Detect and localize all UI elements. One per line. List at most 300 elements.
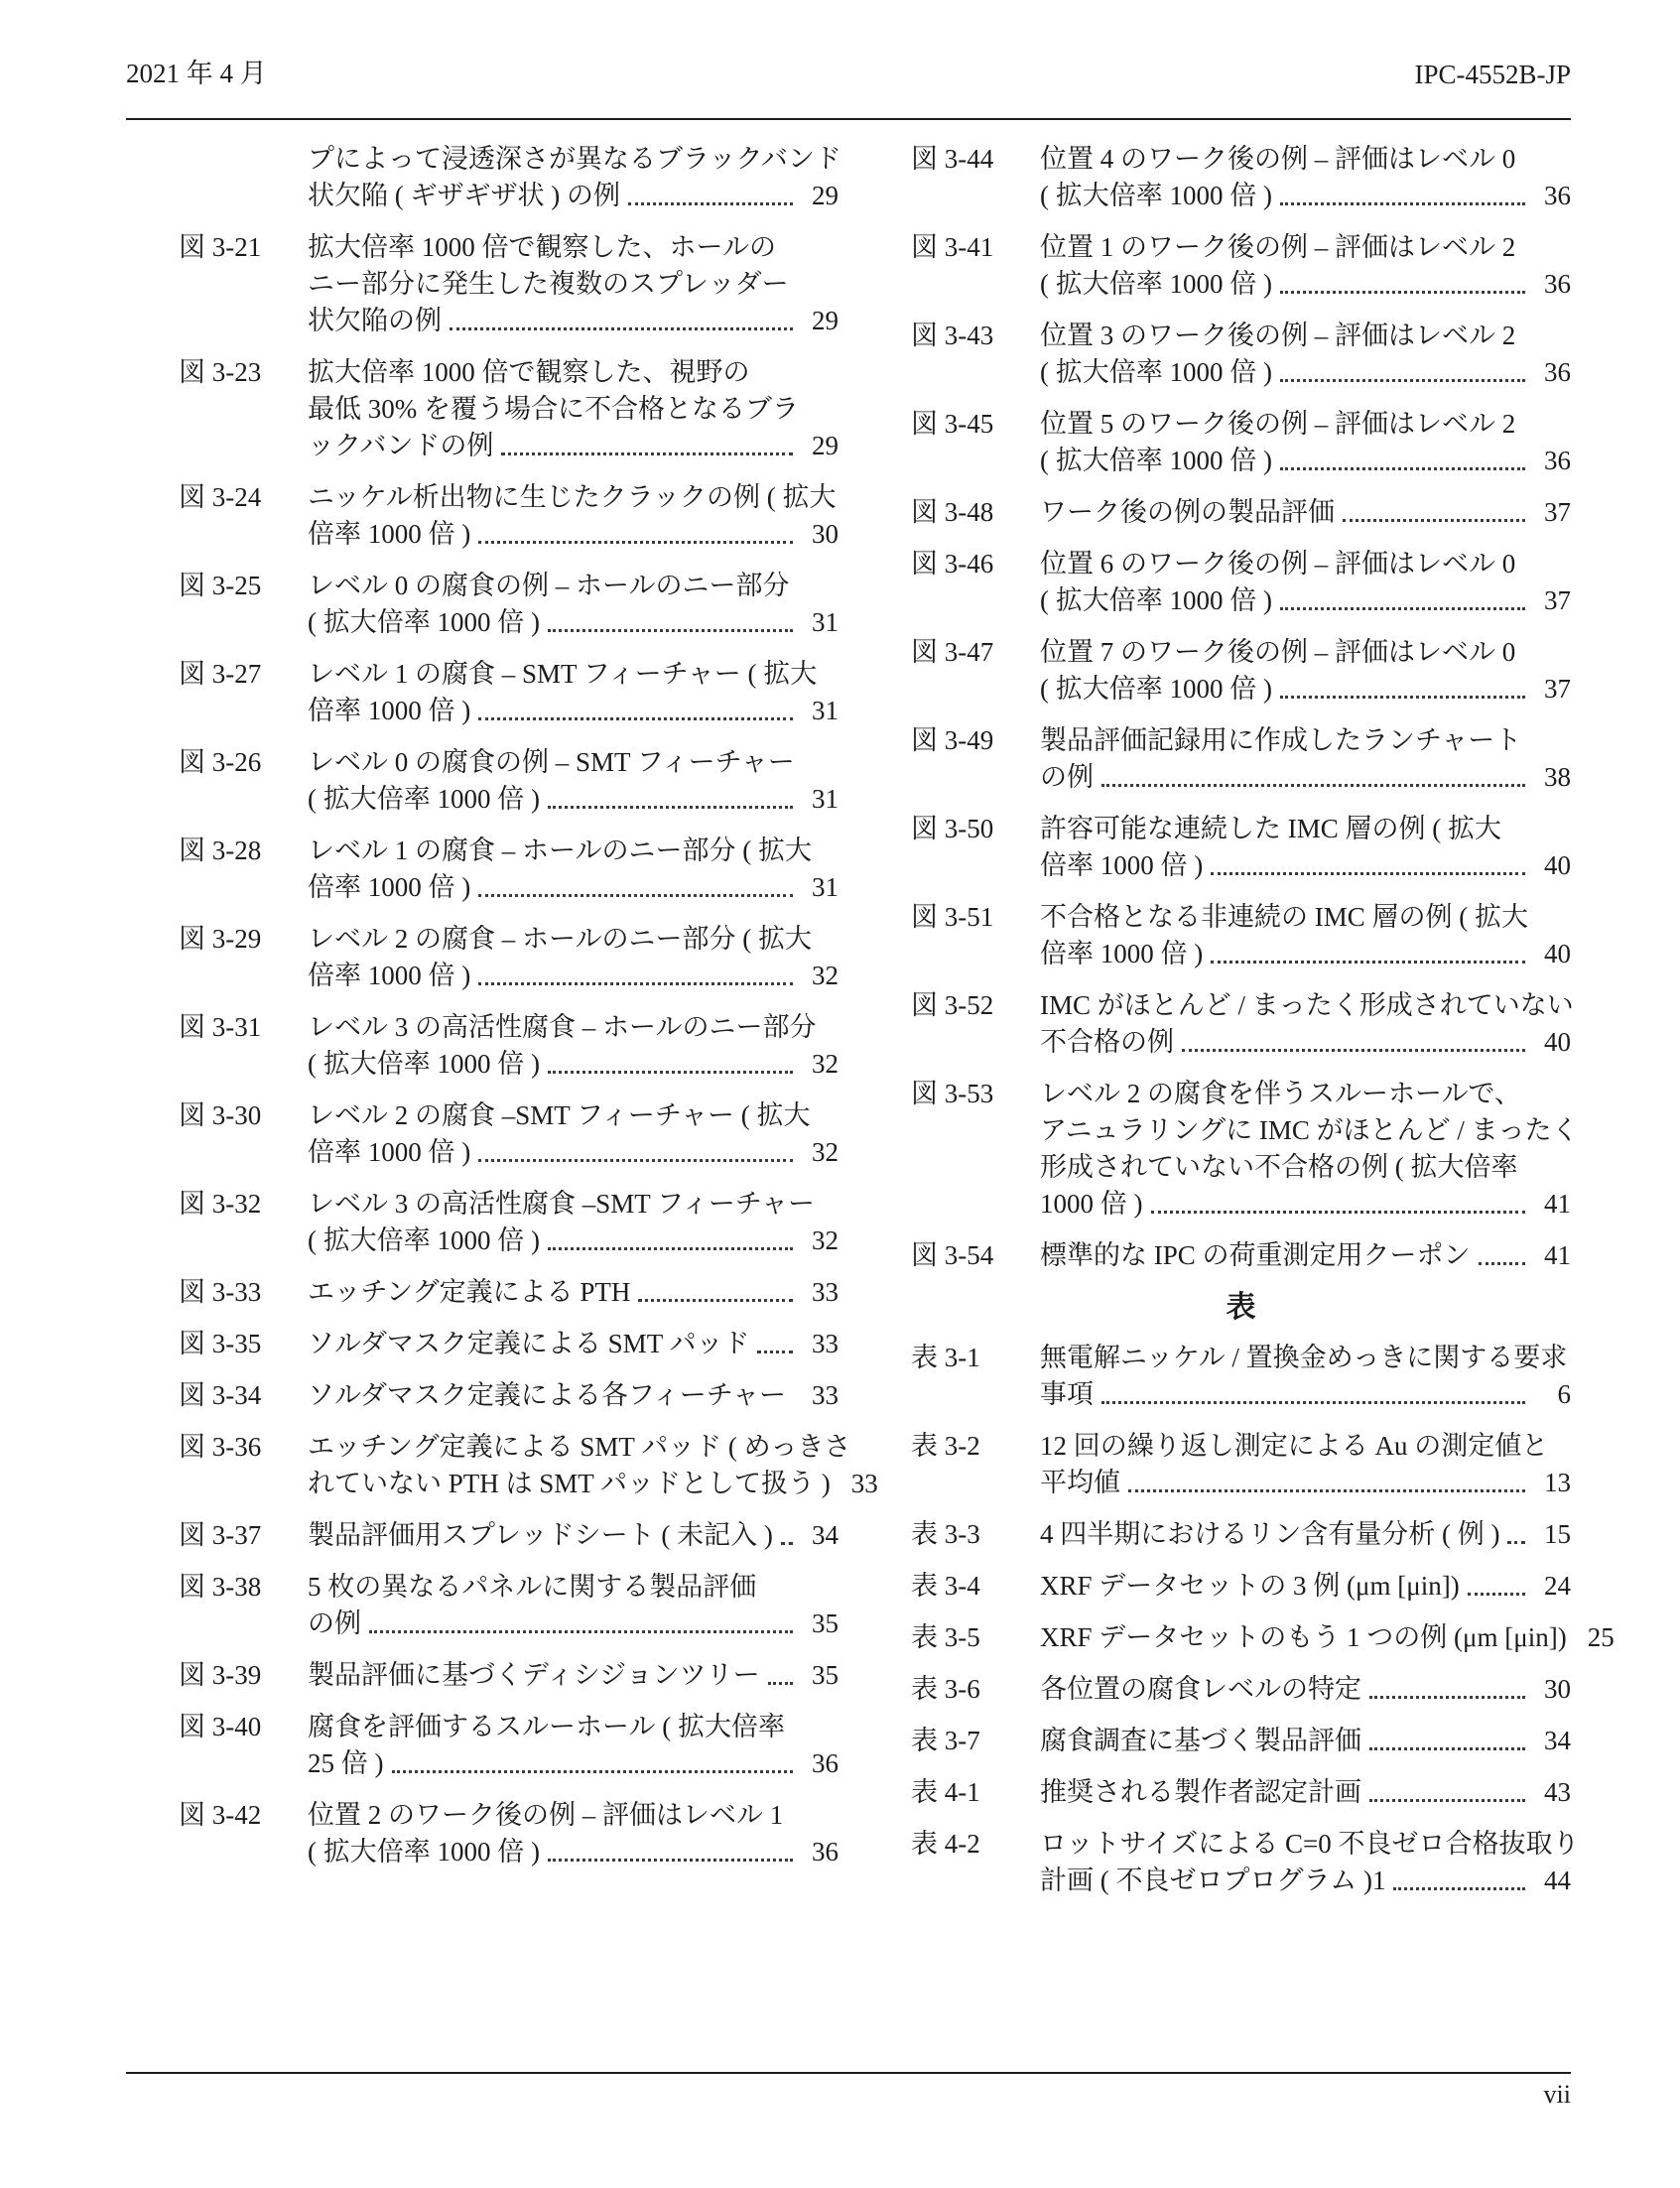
page-number: 34 [1544,1726,1571,1755]
footer-page-number: vii [1543,2080,1571,2109]
page-number: 35 [812,1609,839,1638]
toc-entry [179,1274,839,1311]
entry-line: レベル 2 の腐食 – ホールのニー部分 ( 拡大 [308,924,812,954]
dot-leader [1272,178,1533,214]
entry-label: 図 3-49 [911,725,994,755]
entry-line [308,1274,839,1311]
toc-entry [179,1517,839,1554]
toc-entry [179,656,839,729]
entry-line-text: れていない PTH は SMT パッドとして扱う ) [308,1469,831,1498]
entry-line: 位置 2 のワーク後の例 – 評価はレベル 1 [308,1800,784,1830]
entry-line [1040,671,1571,708]
page-number: 32 [812,1225,839,1255]
entry-label: 図 3-43 [911,321,994,350]
entry-line-text: 倍率 1000 倍 ) [308,872,471,902]
entry-line: レベル 3 の高活性腐食 –SMT フィーチャー [308,1189,816,1219]
toc-entry [911,318,1571,391]
entry-title [1040,229,1571,303]
page-number: 41 [1544,1240,1571,1270]
toc-entry [911,406,1571,479]
entry-title [308,479,839,553]
entry-line-text: 各位置の腐食レベルの特定 [1040,1674,1361,1704]
entry-label: 表 4-2 [911,1829,980,1859]
entry-title [308,656,839,729]
toc-entry [179,1326,839,1362]
page-number: 31 [812,607,839,637]
entry-line [308,869,839,906]
entry-title [308,1797,839,1870]
entry-line [1040,178,1571,214]
page-number: 44 [1544,1866,1571,1895]
entry-label: 図 3-46 [911,549,994,579]
page-number: 13 [1544,1468,1571,1497]
page-number: 36 [1544,446,1571,475]
entry-title [308,833,839,906]
entry-line-text: ( 拡大倍率 1000 倍 ) [308,607,540,637]
entry-line: 腐食を評価するスルーホール ( 拡大倍率 [308,1712,785,1741]
entry-line-text: 4 四半期におけるリン含有量分析 ( 例 ) [1040,1519,1500,1549]
page-number: 32 [812,961,839,990]
entry-label: 図 3-29 [179,924,262,954]
entry-line [1040,266,1571,303]
toc-left-column [179,141,878,1914]
entry-line [1040,1863,1571,1899]
dot-leader [493,428,801,464]
entry-label: 図 3-32 [179,1189,262,1219]
toc-right-column [911,141,1615,1914]
entry-title [308,921,839,994]
entry-line: 不合格となる非連続の IMC 層の例 ( 拡大 [1040,902,1528,932]
page-number: 35 [812,1660,839,1690]
page-number: 40 [1544,939,1571,968]
page-number: 6 [1557,1379,1571,1409]
entry-line: レベル 1 の腐食 – ホールのニー部分 ( 拡大 [308,836,812,865]
entry-label: 図 3-21 [179,232,262,262]
entry-line [1040,1237,1571,1274]
toc-entry [911,1774,1571,1811]
entry-label: 図 3-28 [179,836,262,865]
dot-leader [1361,1671,1533,1708]
entry-title [1040,1237,1571,1274]
entry-title [308,1326,839,1362]
toc-entry [179,1186,839,1259]
entry-label: 図 3-52 [911,990,994,1020]
entry-line [1040,1568,1571,1605]
entry-line-text: ソルダマスク定義による SMT パッド [308,1329,750,1358]
entry-line-text: 25 倍 ) [308,1748,384,1778]
entry-label: 表 3-4 [911,1571,980,1601]
entry-title [1040,1723,1571,1759]
entry-label: 表 3-1 [911,1343,980,1372]
page-number: 36 [1544,357,1571,387]
entry-label: 表 3-5 [911,1622,980,1652]
entry-line: 位置 4 のワーク後の例 – 評価はレベル 0 [1040,144,1516,174]
entry-label: 表 3-6 [911,1674,980,1704]
header-document-id: IPC-4552B-JP [1414,60,1571,89]
dot-leader [786,1377,801,1414]
entry-line [308,516,839,553]
entry-line [1040,1619,1615,1656]
entry-line: 位置 7 のワーク後の例 – 評価はレベル 0 [1040,637,1516,667]
entry-line [308,1377,839,1414]
toc-entry [179,1797,839,1870]
dot-leader [831,1466,840,1502]
page-number: 36 [812,1837,839,1866]
entry-label: 図 3-24 [179,482,262,512]
entry-line [1040,443,1571,479]
entry-label: 図 3-42 [179,1800,262,1830]
dot-leader [1272,671,1533,708]
entry-line [308,303,839,339]
entry-title [1040,494,1571,531]
entry-line-text: ックバンドの例 [308,431,494,460]
dot-leader [1499,1516,1533,1553]
entry-label: 図 3-37 [179,1520,262,1550]
dot-leader [540,781,801,818]
entry-line [1040,1723,1571,1759]
dot-leader [1335,494,1533,531]
page-number: 15 [1544,1519,1571,1549]
entry-line [308,178,839,214]
entry-title [1040,141,1571,214]
toc-entry [179,1429,878,1502]
toc-entry [911,1568,1571,1605]
entry-line: 拡大倍率 1000 倍で観察した、視野の [308,357,750,387]
toc-entry [911,1076,1579,1223]
dot-leader [384,1745,802,1782]
entry-title [1040,1774,1571,1811]
dot-leader [1272,354,1533,391]
page-number: 40 [1544,850,1571,880]
entry-title [1040,722,1571,796]
entry-line-text: 計画 ( 不良ゼロプログラム )1 [1040,1866,1386,1895]
entry-line [308,958,839,994]
entry-label: 図 3-30 [179,1100,262,1130]
entry-line [1040,1186,1571,1223]
entry-line [308,693,839,729]
entry-label: 図 3-25 [179,571,262,600]
entry-title [1040,406,1571,479]
dot-leader [470,516,801,553]
entry-line: 拡大倍率 1000 倍で観察した、ホールの [308,232,776,262]
entry-line-text: 状欠陥 ( ギザギザ状 ) の例 [308,181,620,210]
entry-line [308,1657,839,1694]
entry-line: 許容可能な連続した IMC 層の例 ( 拡大 [1040,814,1501,843]
page-number: 31 [812,872,839,902]
entry-title [1040,1428,1571,1501]
entry-label: 図 3-27 [179,659,262,689]
entry-line: レベル 0 の腐食の例 – SMT フィーチャー [308,747,795,777]
entry-line-text: の例 [1040,762,1094,792]
entry-line: 5 枚の異なるパネルに関する製品評価 [308,1572,757,1602]
entry-line: 位置 6 のワーク後の例 – 評価はレベル 0 [1040,549,1516,579]
entry-title [308,1569,839,1642]
toc-entry [911,1428,1571,1501]
dot-leader [442,303,801,339]
toc-entry [911,1671,1571,1708]
entry-title [1040,1568,1571,1605]
toc-entry [179,1377,839,1414]
table-of-contents [179,141,1615,1914]
page-number: 38 [1544,762,1571,792]
page-number: 36 [1544,269,1571,299]
entry-label: 図 3-23 [179,357,262,387]
entry-label: 図 3-26 [179,747,262,777]
dot-leader [470,1134,801,1171]
toc-entry [911,1619,1615,1656]
toc-entry [911,1723,1571,1759]
entry-line-text: エッチング定義による PTH [308,1277,631,1307]
dot-leader [1094,1376,1533,1413]
page-number: 24 [1544,1571,1571,1601]
entry-label: 図 3-36 [179,1432,262,1462]
entry-line: 12 回の繰り返し測定による Au の測定値と [1040,1431,1549,1461]
entry-title [308,1186,839,1259]
entry-line [308,428,839,464]
entry-title [308,354,839,464]
entry-label: 図 3-48 [911,497,994,527]
entry-line: ニッケル析出物に生じたクラックの例 ( 拡大 [308,482,837,512]
entry-line [308,1834,839,1870]
toc-entry [911,229,1571,303]
entry-line-text: ( 拡大倍率 1000 倍 ) [1040,585,1272,615]
page-number: 37 [1544,585,1571,615]
entry-line-text: 腐食調査に基づく製品評価 [1040,1726,1361,1755]
entry-title [1040,987,1574,1061]
entry-line-text: ( 拡大倍率 1000 倍 ) [1040,446,1272,475]
entry-line: エッチング定義による SMT パッド ( めっきさ [308,1432,851,1462]
entry-line-text: ( 拡大倍率 1000 倍 ) [1040,674,1272,704]
page-header [126,52,1571,90]
page-number: 30 [812,519,839,549]
entry-line-text: ソルダマスク定義による各フィーチャー [308,1380,786,1410]
footer-rule [126,2072,1571,2074]
entry-label: 図 3-35 [179,1329,262,1358]
entry-line [1040,494,1571,531]
toc-entry [179,921,839,994]
entry-line-text: ( 拡大倍率 1000 倍 ) [1040,357,1272,387]
dot-leader [470,958,801,994]
page-number: 30 [1544,1674,1571,1704]
entry-line [1040,1376,1571,1413]
entry-line-text: ( 拡大倍率 1000 倍 ) [308,1837,540,1866]
page-number: 36 [812,1748,839,1778]
entry-line-text: 1000 倍 ) [1040,1189,1143,1219]
dot-leader [1361,1723,1533,1759]
entry-title [308,229,839,339]
entry-line-text: 状欠陥の例 [308,306,442,335]
toc-entry [179,141,839,214]
entry-line-text: 倍率 1000 倍 ) [1040,850,1204,880]
entry-line [1040,354,1571,391]
toc-entry [911,987,1574,1061]
page-number: 33 [850,1469,878,1498]
dot-leader [1471,1237,1533,1274]
header-rule [126,118,1571,120]
entry-line-text: ( 拡大倍率 1000 倍 ) [1040,269,1272,299]
entry-label [179,141,308,214]
entry-line [308,1134,839,1171]
dot-leader [760,1657,801,1694]
entry-line-text: XRF データセットのもう 1 つの例 (μm [μin]) [1040,1622,1567,1652]
dot-leader [470,693,801,729]
entry-line: 製品評価記録用に作成したランチャート [1040,725,1522,755]
entry-title [1040,899,1571,972]
page-number: 36 [1544,181,1571,210]
entry-title [1040,1619,1615,1656]
entry-line [1040,936,1571,972]
entry-line-text: 製品評価に基づくディシジョンツリー [308,1660,760,1690]
dot-leader [1460,1568,1533,1605]
entry-line: ロットサイズによる C=0 不良ゼロ合格抜取り [1040,1829,1580,1859]
entry-line-text: ( 拡大倍率 1000 倍 ) [308,784,540,814]
entry-label: 図 3-51 [911,902,994,932]
dot-leader [1272,582,1533,619]
dot-leader [620,178,801,214]
toc-entry [911,1826,1580,1899]
entry-label: 図 3-31 [179,1012,262,1042]
entry-line [1040,1516,1571,1553]
entry-label: 図 3-47 [911,637,994,667]
toc-entry [911,722,1571,796]
dot-leader [1385,1863,1533,1899]
dot-leader [1094,759,1533,796]
toc-entry [179,1097,839,1171]
entry-title [308,1377,839,1414]
entry-title [1040,318,1571,391]
dot-leader [361,1606,801,1642]
dot-leader [1272,443,1533,479]
page-number: 33 [812,1329,839,1358]
entry-line: レベル 1 の腐食 – SMT フィーチャー ( 拡大 [308,659,818,689]
toc-entry [911,1237,1571,1274]
entry-title [1040,1076,1579,1223]
entry-line-text: ワーク後の例の製品評価 [1040,497,1335,527]
entry-line: アニュラリングに IMC がほとんど / まったく [1040,1115,1579,1145]
dot-leader [1272,266,1533,303]
dot-leader [540,604,801,641]
toc-entry [911,1516,1571,1553]
entry-line: 位置 3 のワーク後の例 – 評価はレベル 2 [1040,321,1516,350]
entry-line [308,1606,839,1642]
entry-label: 表 4-1 [911,1777,980,1807]
toc-entry [179,1657,839,1694]
dot-leader [470,869,801,906]
tables-section-heading: 表 [1226,1291,1256,1324]
entry-label: 図 3-54 [911,1240,994,1270]
entry-line: レベル 3 の高活性腐食 – ホールのニー部分 [308,1012,817,1042]
page-number: 32 [812,1049,839,1079]
entry-label: 図 3-53 [911,1079,994,1108]
dot-leader [1203,847,1533,884]
dot-leader [749,1326,801,1362]
toc-entry [179,568,839,641]
entry-label: 表 3-7 [911,1726,980,1755]
entry-label: 図 3-44 [911,144,994,174]
entry-line: IMC がほとんど / まったく形成されていない [1040,990,1574,1020]
page-number: 40 [1544,1027,1571,1057]
entry-line [308,1517,839,1554]
header-date: 2021 年 4 月 [126,59,267,88]
toc-entry [179,833,839,906]
toc-entry [179,1009,839,1083]
entry-title [308,744,839,818]
entry-line [1040,1671,1571,1708]
entry-line-text: ( 拡大倍率 1000 倍 ) [308,1225,540,1255]
page-number: 31 [812,696,839,725]
entry-title [1040,1516,1571,1553]
entry-line: レベル 2 の腐食を伴うスルーホールで、 [1040,1079,1521,1108]
entry-label: 図 3-50 [911,814,994,843]
dot-leader [1143,1186,1534,1223]
entry-label: 図 3-33 [179,1277,262,1307]
toc-entry [911,546,1571,619]
entry-line [308,1466,878,1502]
entry-line: レベル 2 の腐食 –SMT フィーチャー ( 拡大 [308,1100,811,1130]
entry-line [1040,759,1571,796]
toc-entry [179,1569,839,1642]
entry-line [308,1745,839,1782]
toc-entry [911,811,1571,884]
dot-leader [630,1274,801,1311]
toc-entry [179,229,839,339]
entry-line [1040,1774,1571,1811]
dot-leader [540,1834,801,1870]
dot-leader [1567,1619,1577,1656]
toc-entry [179,1709,839,1782]
entry-title [308,1274,839,1311]
entry-line [308,1046,839,1083]
entry-line [308,1326,839,1362]
entry-line: 位置 5 のワーク後の例 – 評価はレベル 2 [1040,409,1516,439]
page-number: 31 [812,784,839,814]
dot-leader [773,1517,801,1554]
entry-title [308,568,839,641]
page-number: 25 [1587,1622,1615,1652]
page-number: 33 [812,1380,839,1410]
toc-entry [911,634,1571,708]
entry-line: 無電解ニッケル / 置換金めっきに関する要求 [1040,1343,1568,1372]
dot-leader [1120,1465,1533,1501]
dot-leader [1174,1024,1533,1061]
entry-line [1040,847,1571,884]
entry-line-text: 倍率 1000 倍 ) [308,519,471,549]
entry-title [308,1709,839,1782]
page-number: 43 [1544,1777,1571,1807]
dot-leader [540,1223,801,1259]
entry-line [1040,1024,1571,1061]
entry-title [308,1009,839,1083]
entry-line: ニー部分に発生した複数のスプレッダー [308,269,789,299]
entry-line-text: 製品評価用スプレッドシート ( 未記入 ) [308,1520,773,1550]
entry-label: 図 3-39 [179,1660,262,1690]
entry-label: 図 3-34 [179,1380,262,1410]
entry-line [308,604,839,641]
page-number: 41 [1544,1189,1571,1219]
page-number: 34 [812,1520,839,1550]
entry-line-text: 推奨される製作者認定計画 [1040,1777,1361,1807]
entry-line: レベル 0 の腐食の例 – ホールのニー部分 [308,571,790,600]
entry-title [308,1517,839,1554]
toc-entry [179,744,839,818]
entry-line-text: 事項 [1040,1379,1094,1409]
entry-line-text: の例 [308,1609,361,1638]
entry-title [308,1429,878,1502]
page-number: 37 [1544,497,1571,527]
entry-title [1040,546,1571,619]
entry-label: 図 3-38 [179,1572,262,1602]
toc-entry [911,141,1571,214]
